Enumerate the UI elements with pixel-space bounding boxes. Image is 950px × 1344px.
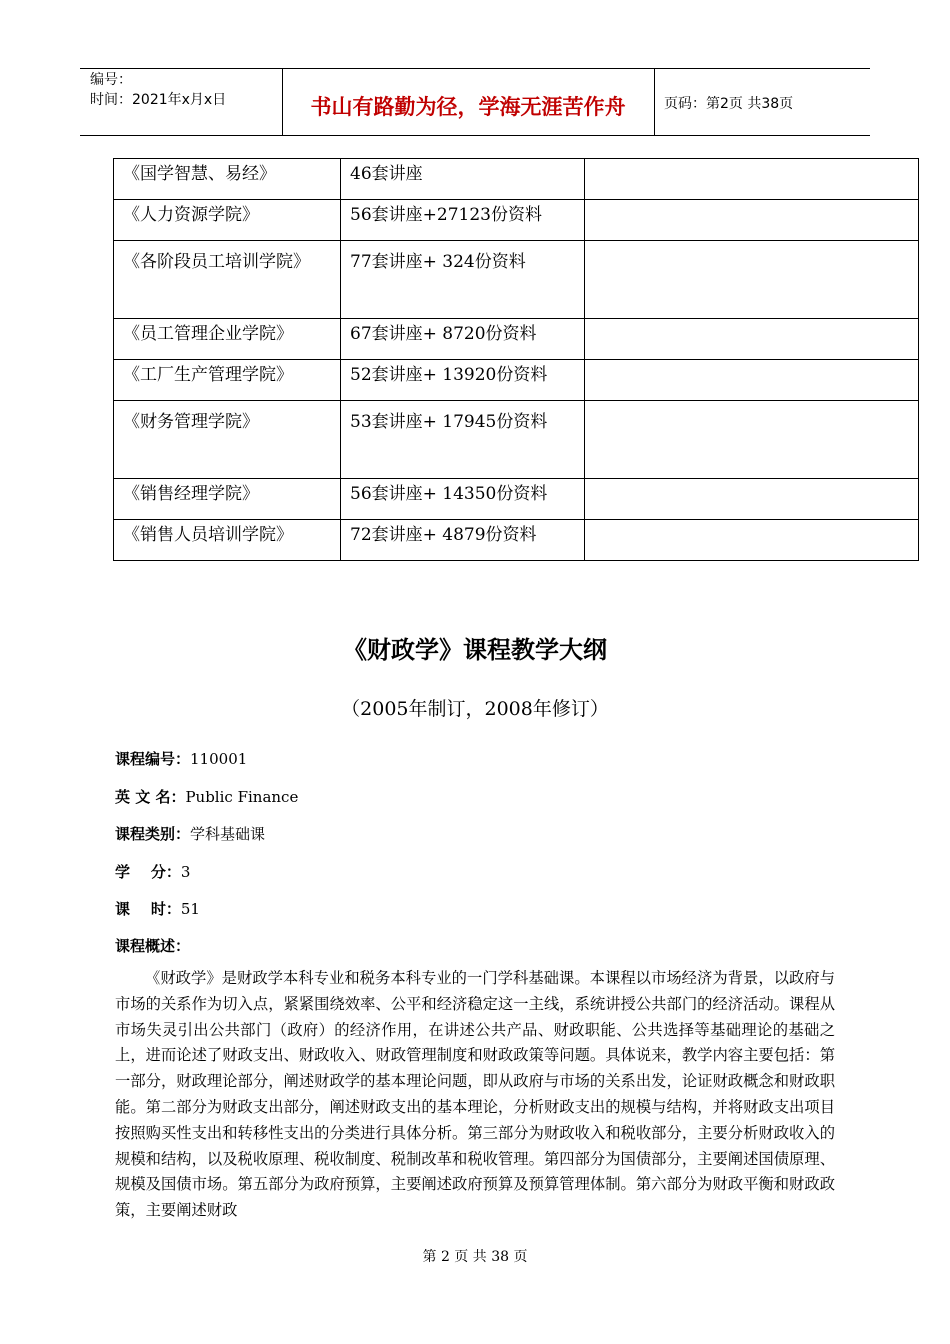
table-cell-extra <box>585 200 919 241</box>
table-row <box>114 520 919 561</box>
table-cell-content: 72套讲座+ 4879份资料 <box>341 520 585 561</box>
header-date: 时间：2021年x月x日 <box>90 92 227 108</box>
document-title: 《财政学》课程教学大纲 <box>343 636 607 664</box>
credits-value: 3 <box>180 863 191 881</box>
english-name-row <box>115 786 298 807</box>
course-code-value: 110001 <box>190 750 248 768</box>
hours-value: 51 <box>180 900 200 918</box>
category-label: 课程类别： <box>115 825 191 843</box>
table-cell-content: 53套讲座+ 17945份资料 <box>341 401 585 479</box>
table-cell-content: 67套讲座+ 8720份资料 <box>341 319 585 360</box>
table-row <box>114 241 919 319</box>
overview-heading: 课程概述： <box>115 937 191 955</box>
english-name-label: 英 文 名： <box>115 788 186 806</box>
table-row <box>114 159 919 200</box>
table-cell-name: 《国学智慧、易经》 <box>114 159 341 200</box>
overview-heading-row <box>115 935 190 956</box>
course-table <box>113 158 919 561</box>
table-row <box>114 401 919 479</box>
table-cell-extra <box>585 319 919 360</box>
hours-label: 课 时： <box>115 900 181 918</box>
credits-label: 学 分： <box>115 863 181 881</box>
table-cell-name: 《销售经理学院》 <box>114 479 341 520</box>
header-number-label: 编号： <box>90 72 132 88</box>
table-cell-extra <box>585 159 919 200</box>
table-cell-extra <box>585 360 919 401</box>
category-row <box>115 823 265 844</box>
course-code-label: 课程编号： <box>115 750 191 768</box>
document-subtitle: （2005年制订，2008年修订） <box>341 698 609 720</box>
page-footer: 第 2 页 共 38 页 <box>422 1249 528 1265</box>
table-row <box>114 200 919 241</box>
table-cell-name: 《员工管理企业学院》 <box>114 319 341 360</box>
table-cell-extra <box>585 401 919 479</box>
table-row <box>114 479 919 520</box>
table-cell-content: 56套讲座+27123份资料 <box>341 200 585 241</box>
table-cell-name: 《各阶段员工培训学院》 <box>114 241 341 319</box>
table-cell-extra <box>585 241 919 319</box>
table-cell-name: 《财务管理学院》 <box>114 401 341 479</box>
table-cell-content: 46套讲座 <box>341 159 585 200</box>
header-bottom-rule <box>80 135 870 136</box>
table-cell-name: 《销售人员培训学院》 <box>114 520 341 561</box>
header-motto: 书山有路勤为径，学海无涯苦作舟 <box>310 95 626 119</box>
category-value: 学科基础课 <box>190 825 266 843</box>
english-name-value: Public Finance <box>185 788 299 806</box>
overview-paragraph: 《财政学》是财政学本科专业和税务本科专业的一门学科基础课。本课程以市场经济为背景，以政府与市场的关系作为切入点，紧紧围绕效率、公平和经济稳定这一主线，系统讲授公共部门的经济活动。课程从市场失灵引出公共部门（政府）的经济作用，在讲述公共产品、财政职能、公共选择等基础理论的基础之上，进而论述了财政支出、财政收入、财政管理制度和财政政策等问题。具体说来，教学内容主要包括：第一部分，财政理论部分，阐述财政学的基本理论问题，即从政府与市场的关系出发，论证财政概念和财政职能。第二部分为财政支出部分，阐述财政支出的基本理论，分析财政支出的规模与结构，并将财政支出项目按照购买性支出和转移性支出的分类进行具体分析。第三部分为财政收入和税收部分，主要分析财政收入的规模和结构，以及税收原理、税收制度、税制改革和税收管理。第四部分为国债部分，主要阐述国债原理、规模及国债市场。第五部分为政府预算，主要阐述政府预算及预算管理体制。第六部分为财政平衡和财政政策，主要阐述财政 <box>115 969 835 1220</box>
header-divider-right <box>654 68 655 136</box>
table-cell-content: 77套讲座+ 324份资料 <box>341 241 585 319</box>
table-cell-name: 《人力资源学院》 <box>114 200 341 241</box>
table-cell-content: 52套讲座+ 13920份资料 <box>341 360 585 401</box>
header-top-rule <box>80 68 870 69</box>
table-cell-name: 《工厂生产管理学院》 <box>114 360 341 401</box>
header-left-block <box>90 70 226 110</box>
header-page-info: 页码：第2页 共38页 <box>664 96 794 112</box>
table-row <box>114 360 919 401</box>
table-cell-extra <box>585 479 919 520</box>
hours-row <box>115 898 200 919</box>
table-cell-content: 56套讲座+ 14350份资料 <box>341 479 585 520</box>
course-code-row <box>115 748 247 769</box>
table-cell-extra <box>585 520 919 561</box>
credits-row <box>115 861 190 882</box>
table-row <box>114 319 919 360</box>
